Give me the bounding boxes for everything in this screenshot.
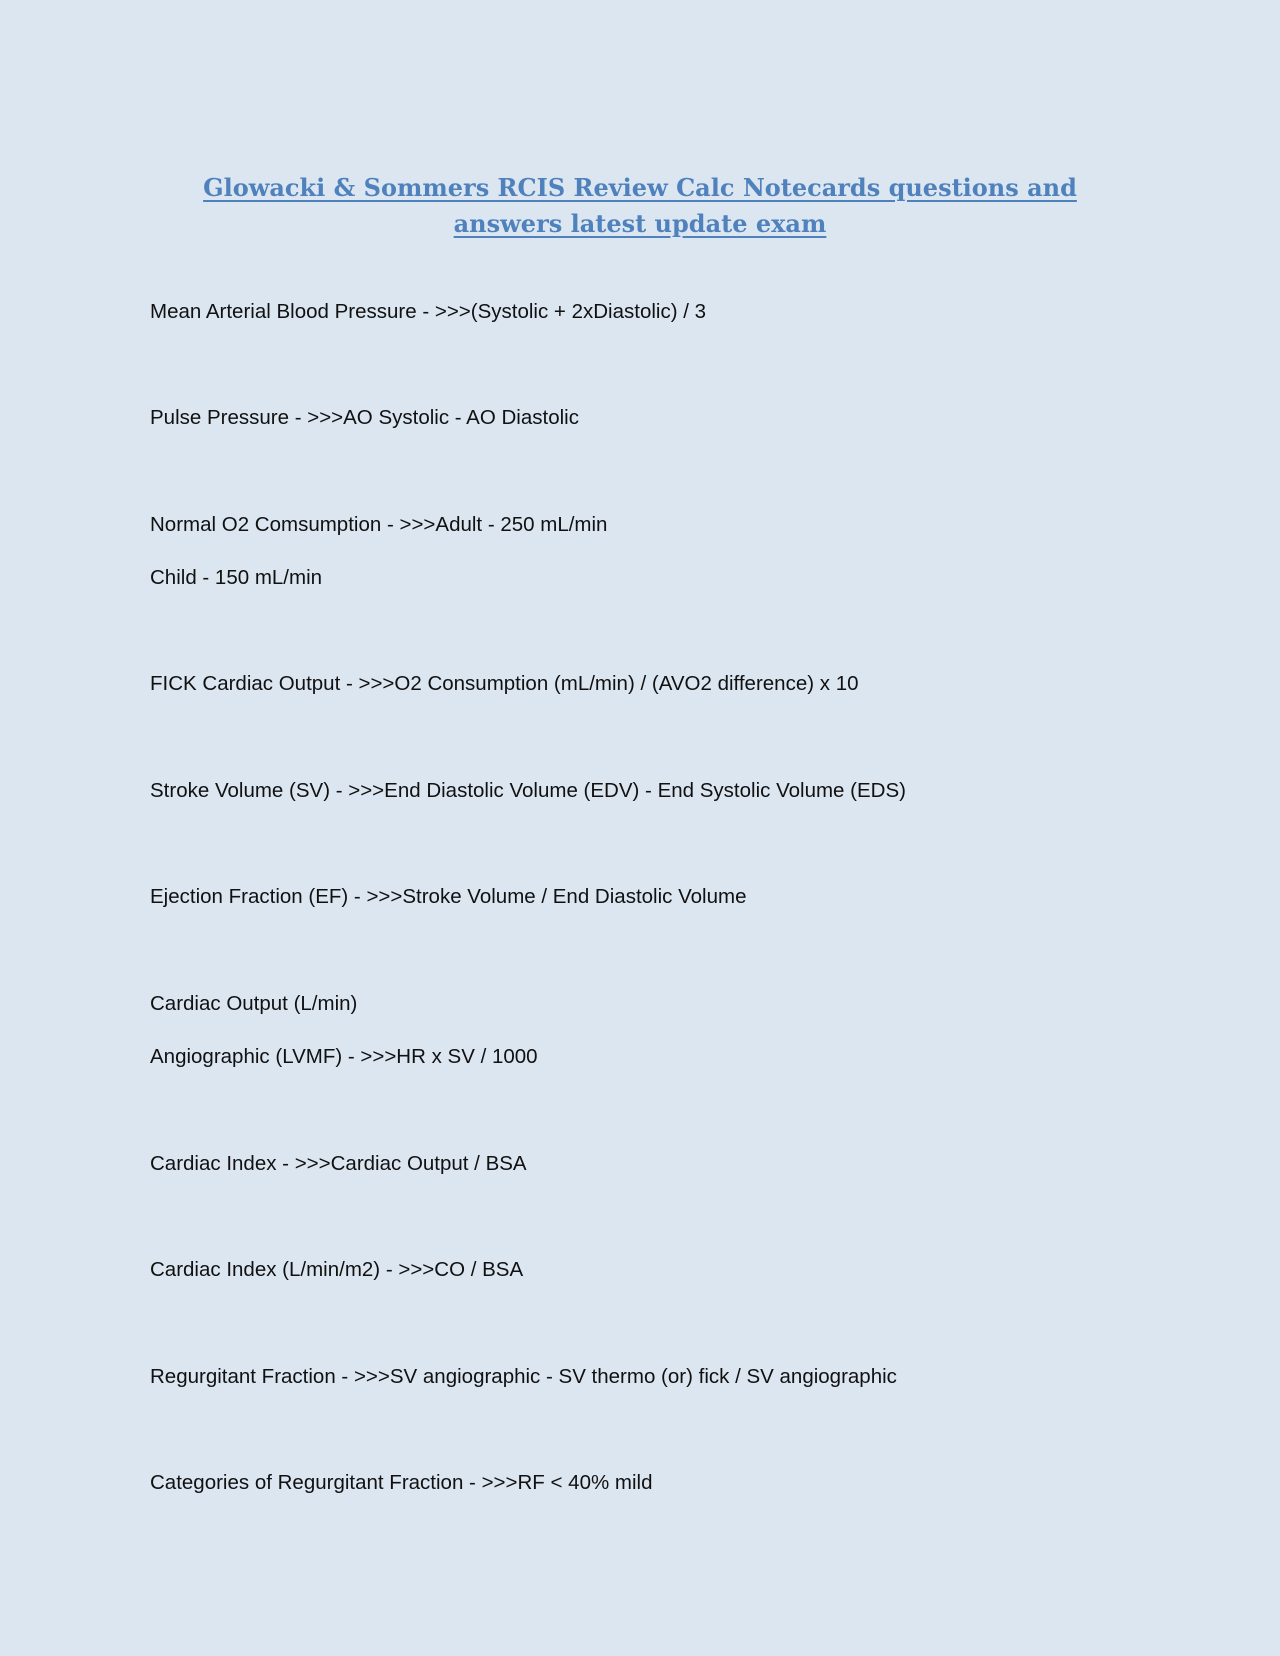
- notecard-stroke-volume: Stroke Volume (SV) - >>>End Diastolic Volume (EDV) - End Systolic Volume (EDS): [150, 779, 906, 802]
- notecard-ejection-fraction: Ejection Fraction (EF) - >>>Stroke Volume / End Diastolic Volume: [150, 885, 747, 908]
- notecard-fick-cardiac-output: FICK Cardiac Output - >>>O2 Consumption (mL/min) / (AVO2 difference) x 10: [150, 672, 859, 695]
- notecard-angiographic-cardiac-output: Angiographic (LVMF) - >>>HR x SV / 1000: [150, 1045, 538, 1068]
- notecard-cardiac-index-units: Cardiac Index (L/min/m2) - >>>CO / BSA: [150, 1258, 524, 1281]
- notecard-normal-o2-consumption: Normal O2 Comsumption - >>>Adult - 250 mL/min: [150, 513, 608, 536]
- notecard-regurgitant-fraction: Regurgitant Fraction - >>>SV angiographic - SV thermo (or) fick / SV angiographic: [150, 1365, 897, 1388]
- notecard-mean-arterial-pressure: Mean Arterial Blood Pressure - >>>(Systolic + 2xDiastolic) / 3: [150, 300, 707, 323]
- document-title: Glowacki & Sommers RCIS Review Calc Notecards questions and answers latest update exam: [203, 173, 1077, 238]
- notecard-pulse-pressure: Pulse Pressure - >>>AO Systolic - AO Diastolic: [150, 406, 579, 429]
- notecard-cardiac-output-heading: Cardiac Output (L/min): [150, 992, 358, 1015]
- notecard-o2-consumption-child: Child - 150 mL/min: [150, 566, 323, 589]
- notecard-regurgitant-fraction-categories: Categories of Regurgitant Fraction - >>>RF < 40% mild: [150, 1471, 653, 1494]
- notecard-cardiac-index: Cardiac Index - >>>Cardiac Output / BSA: [150, 1152, 527, 1175]
